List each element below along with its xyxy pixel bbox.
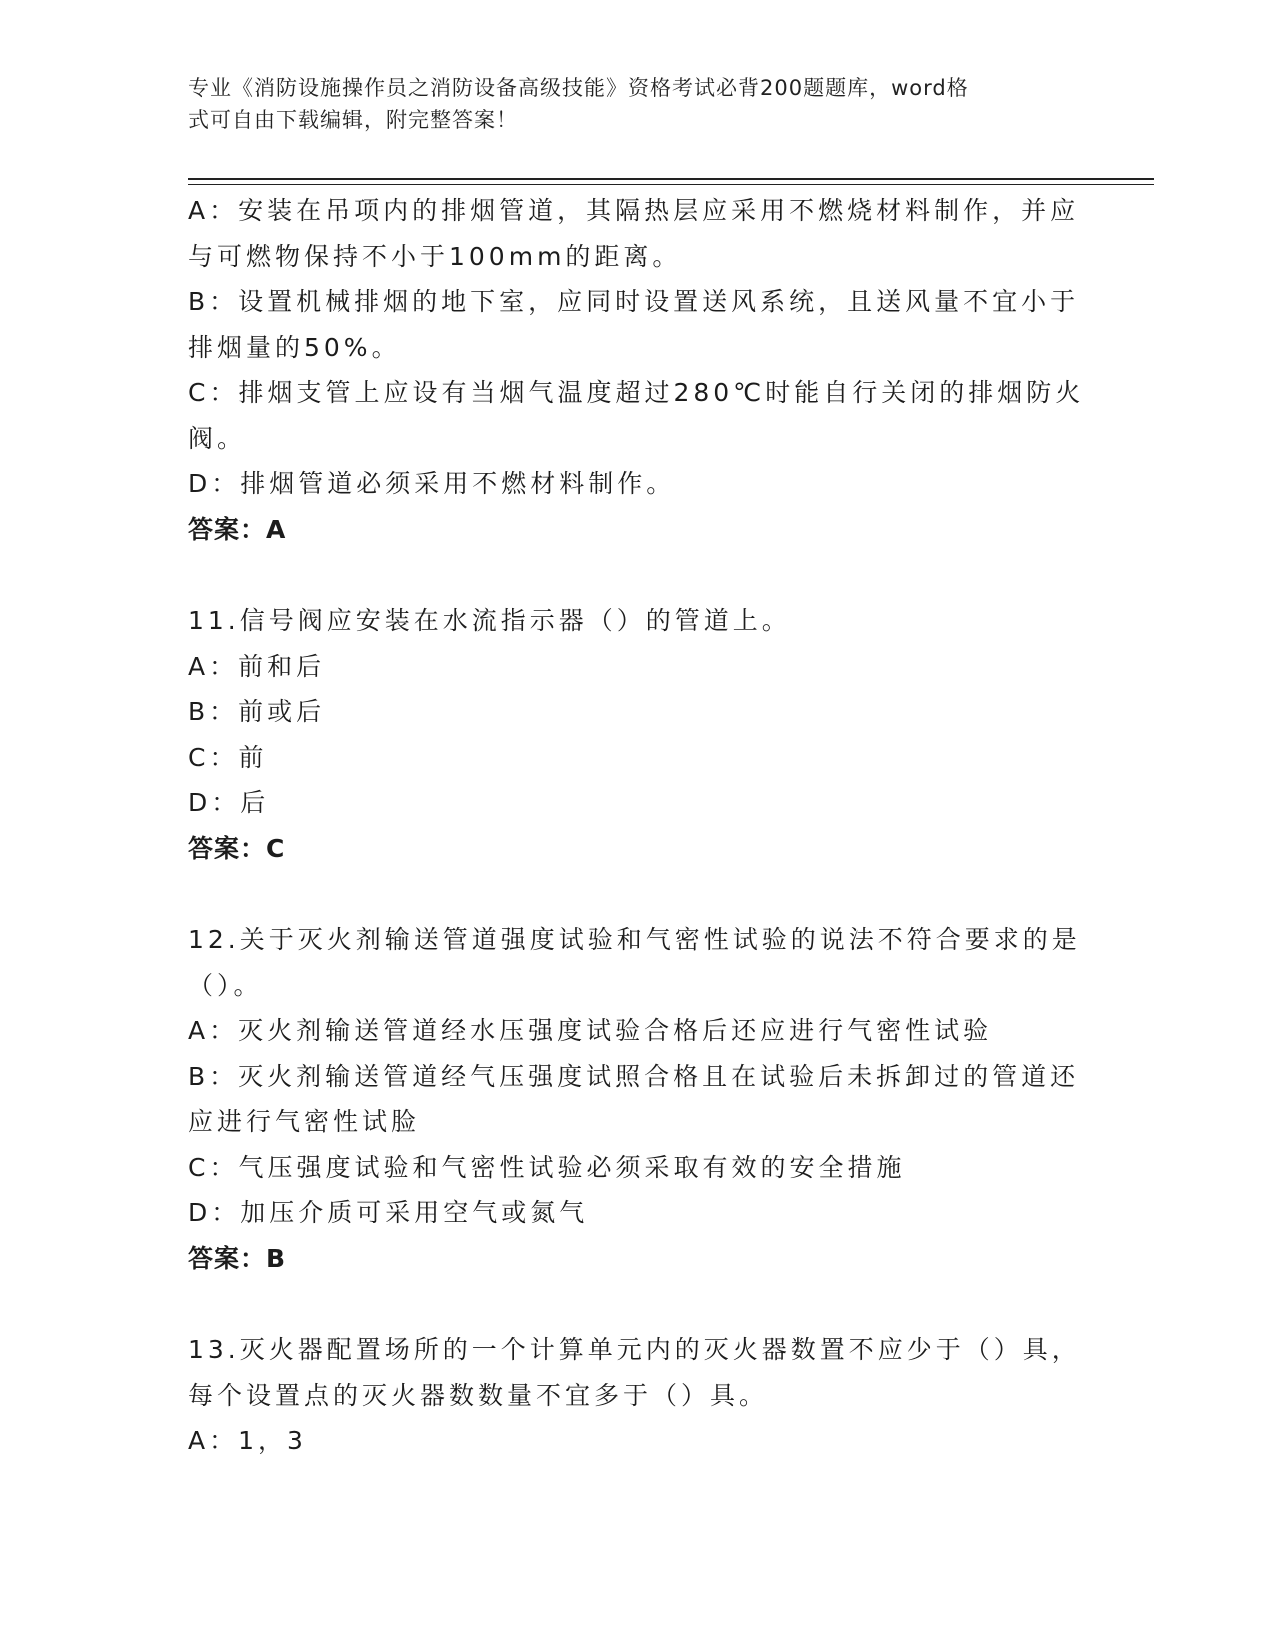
q11-option-d: D：后: [188, 788, 270, 817]
q12-option-c: C：气压强度试验和气密性试验必须采取有效的安全措施: [188, 1152, 906, 1182]
spacer: [188, 552, 1088, 598]
header-divider-thick: [188, 178, 1154, 180]
q12-option-b-line-1: B：灭火剂输送管道经气压强度试照合格且在试验后未拆卸过的管道还: [188, 1061, 1080, 1091]
q12-stem-line-1: 12.关于灭火剂输送管道强度试验和气密性试验的说法不符合要求的是: [188, 925, 1081, 954]
q12-option-a: A：灭火剂输送管道经水压强度试验合格后还应进行气密性试验: [188, 1016, 993, 1045]
q11-option-a: A：前和后: [188, 651, 326, 681]
header-line-1: 专业《消防设施操作员之消防设备高级技能》资格考试必背200题题库，word格: [188, 76, 969, 100]
q10-option-b-line-1: B：设置机械排烟的地下室，应同时设置送风系统，且送风量不宜小于: [188, 287, 1080, 316]
q10-answer: 答案：A: [188, 514, 287, 544]
q12-answer: 答案：B: [188, 1243, 287, 1273]
question-12: [188, 917, 1088, 1281]
header-line-2: 式可自由下载编辑，附完整答案！: [188, 108, 518, 132]
question-13: [188, 1327, 1088, 1464]
q12-option-d: D：加压介质可采用空气或氮气: [188, 1198, 589, 1227]
q11-stem: 11.信号阀应安装在水流指示器（）的管道上。: [188, 606, 791, 635]
spacer: [188, 1281, 1088, 1327]
q13-stem-line-2: 每个设置点的灭火器数数量不宜多于（）具。: [188, 1380, 769, 1410]
q10-option-d: D：排烟管道必须采用不燃材料制作。: [188, 469, 676, 498]
q10-option-c-line-1: C：排烟支管上应设有当烟气温度超过280℃时能自行关闭的排烟防火: [188, 378, 1085, 407]
q11-option-c: C：前: [188, 742, 268, 772]
q10-option-b-line-2: 排烟量的50%。: [188, 332, 401, 362]
q11-answer: 答案：C: [188, 833, 286, 863]
q12-option-b-line-2: 应进行气密性试脸: [188, 1107, 421, 1136]
q11-option-b: B：前或后: [188, 697, 326, 726]
q10-option-a-line-2: 与可燃物保持不小于100mm的距离。: [188, 241, 682, 271]
q13-stem-line-1: 13.灭火器配置场所的一个计算单元内的灭火器数置不应少于（）具，: [188, 1335, 1081, 1364]
question-content: [188, 188, 1088, 1464]
q13-option-a: A：1，3: [188, 1426, 307, 1455]
document-header: [188, 72, 1068, 136]
q10-option-c-line-2: 阀。: [188, 423, 247, 453]
spacer: [188, 871, 1088, 917]
q10-option-a-line-1: A：安装在吊项内的排烟管道，其隔热层应采用不燃烧材料制作，并应: [188, 196, 1080, 225]
header-divider-thin: [188, 184, 1154, 185]
question-11: [188, 598, 1088, 871]
q12-stem-line-2: （）。: [188, 970, 263, 1000]
question-10: [188, 188, 1088, 552]
